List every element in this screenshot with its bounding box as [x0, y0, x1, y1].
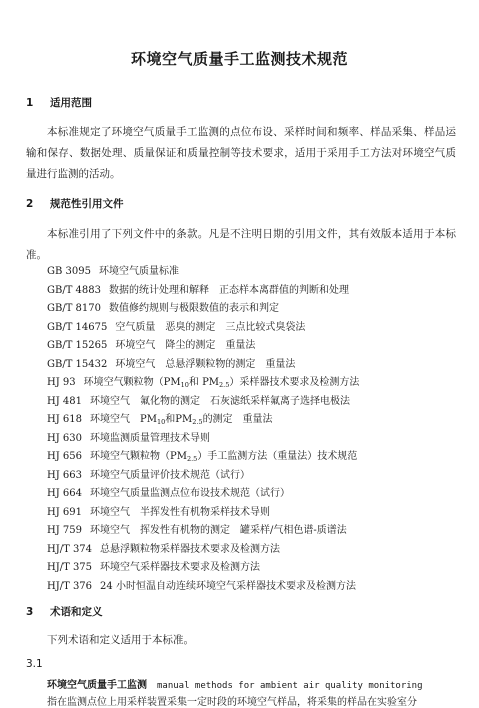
reference-code: HJ 93 [47, 377, 76, 388]
reference-item [47, 485, 467, 504]
reference-title: 环境空气质量评价技术规范（试行） [90, 469, 250, 481]
document-title: 环境空气质量手工监测技术规范 [130, 50, 348, 68]
section-body-1: 本标准规定了环境空气质量手工监测的点位布设、采样时间和频率、样品采集、样品运输和保存、数据处理、质量保证和质量控制等技术要求，适用于采用手工方法对环境空气质量进行监测的活动。 [26, 126, 456, 180]
reference-title: 环境空气 总悬浮颗粒物的测定 重量法 [115, 358, 296, 370]
reference-title: 环境空气颗粒物$(PM_{2.5})$手工监测方法（重量法）技术规范 [90, 451, 358, 463]
section-heading-2 [26, 196, 124, 211]
subsection-number: 3.1 [26, 658, 43, 670]
subscript: 2.5 [219, 381, 230, 389]
reference-title: 环境空气 降尘的测定 重量法 [115, 340, 256, 351]
reference-title: 数据的统计处理和解释 正态样本离群值的判断和处理 [109, 284, 350, 296]
reference-item [47, 319, 467, 338]
reference-title: 环境空气 氟化物的测定 石灰滤纸采样氟离子选择电极法 [90, 395, 350, 407]
reference-code: HJ 630 [47, 432, 82, 444]
reference-title: 环境空气质量监测点位布设技术规范（试行） [90, 488, 290, 499]
subscript: 2.5 [192, 418, 203, 426]
reference-code: HJ 759 [47, 525, 82, 536]
reference-item [47, 282, 467, 301]
section-body-3: 下列术语和定义适用于本标准。 [47, 634, 194, 646]
reference-title: 总悬浮颗粒物采样器技术要求及检测方法 [100, 543, 281, 555]
reference-title: 环境空气质量标准 [98, 266, 179, 277]
reference-title: 环境空气 挥发性有机物的测定 罐采样/气相色谱-质谱法 [90, 525, 347, 536]
reference-item [47, 448, 467, 467]
reference-title: 环境空气颗粒物（$PM_{10}$和 $PM_{2.5}$）采样器技术要求及检测方法 [83, 377, 360, 389]
reference-code: GB/T 4883 [47, 284, 102, 296]
section-number: 3 [26, 606, 34, 618]
reference-item [47, 300, 467, 319]
section-heading-1 [26, 95, 92, 110]
reference-title: 数值修约规则与极限数值的表示和判定 [109, 303, 280, 314]
reference-item [47, 430, 467, 449]
reference-title: 环境空气 $PM_{10}$和$PM_{2.5}$的测定 重量法 [90, 414, 273, 426]
reference-item [47, 337, 467, 356]
reference-title: 24 小时恒温自动连续环境空气采样器技术要求及检测方法 [100, 580, 356, 592]
section-title: 规范性引用文件 [50, 198, 124, 210]
term-definition: 指在监测点位上用采样装置采集一定时段的环境空气样品，将采集的样品在实验室分 [47, 697, 417, 708]
reference-code: HJ 663 [47, 469, 82, 481]
reference-title: 环境监测质量管理技术导则 [90, 432, 210, 444]
section-title: 术语和定义 [50, 606, 103, 618]
reference-title: 环境空气 半挥发性有机物采样技术导则 [90, 506, 270, 518]
reference-code: GB/T 8170 [47, 303, 102, 314]
subscript: 10 [180, 381, 189, 389]
subscript: 2.5 [186, 455, 198, 463]
reference-code: HJ 664 [47, 488, 82, 499]
section-number: 1 [26, 97, 34, 109]
reference-code: GB/T 15265 [47, 340, 108, 351]
reference-item [47, 263, 467, 282]
reference-code: HJ 691 [47, 506, 82, 518]
reference-code: GB/T 15432 [47, 358, 108, 370]
reference-code: HJ/T 375 [47, 562, 93, 573]
reference-code: HJ/T 376 [47, 580, 93, 592]
reference-code: HJ/T 374 [47, 543, 93, 555]
reference-code: GB/T 14675 [47, 321, 108, 333]
reference-code: HJ 618 [47, 414, 82, 425]
section-heading-3 [26, 604, 103, 619]
reference-item [47, 411, 467, 430]
reference-title: 环境空气采样器技术要求及检测方法 [100, 562, 261, 573]
section-body-2: 本标准引用了下列文件中的条款。凡是不注明日期的引用文件，其有效版本适用于本标准。 [26, 228, 456, 261]
reference-item [47, 356, 467, 375]
reference-code: HJ 481 [47, 395, 82, 407]
term-english: manual methods for ambient air quality monitoring [157, 681, 423, 691]
reference-item [47, 374, 467, 393]
reference-item [47, 393, 467, 412]
reference-item [47, 522, 467, 541]
reference-code: GB 3095 [47, 266, 91, 277]
subscript: 10 [156, 418, 166, 426]
section-number: 2 [26, 198, 34, 210]
reference-item [47, 467, 467, 486]
reference-list [47, 263, 467, 596]
reference-code: HJ 656 [47, 451, 82, 462]
term-entry [47, 676, 423, 691]
reference-item [47, 578, 467, 597]
term-chinese: 环境空气质量手工监测 [47, 680, 147, 691]
reference-item [47, 541, 467, 560]
reference-title: 空气质量 恶臭的测定 三点比较式臭袋法 [115, 321, 306, 333]
reference-item [47, 559, 467, 578]
reference-item [47, 504, 467, 523]
section-title: 适用范围 [50, 97, 92, 109]
